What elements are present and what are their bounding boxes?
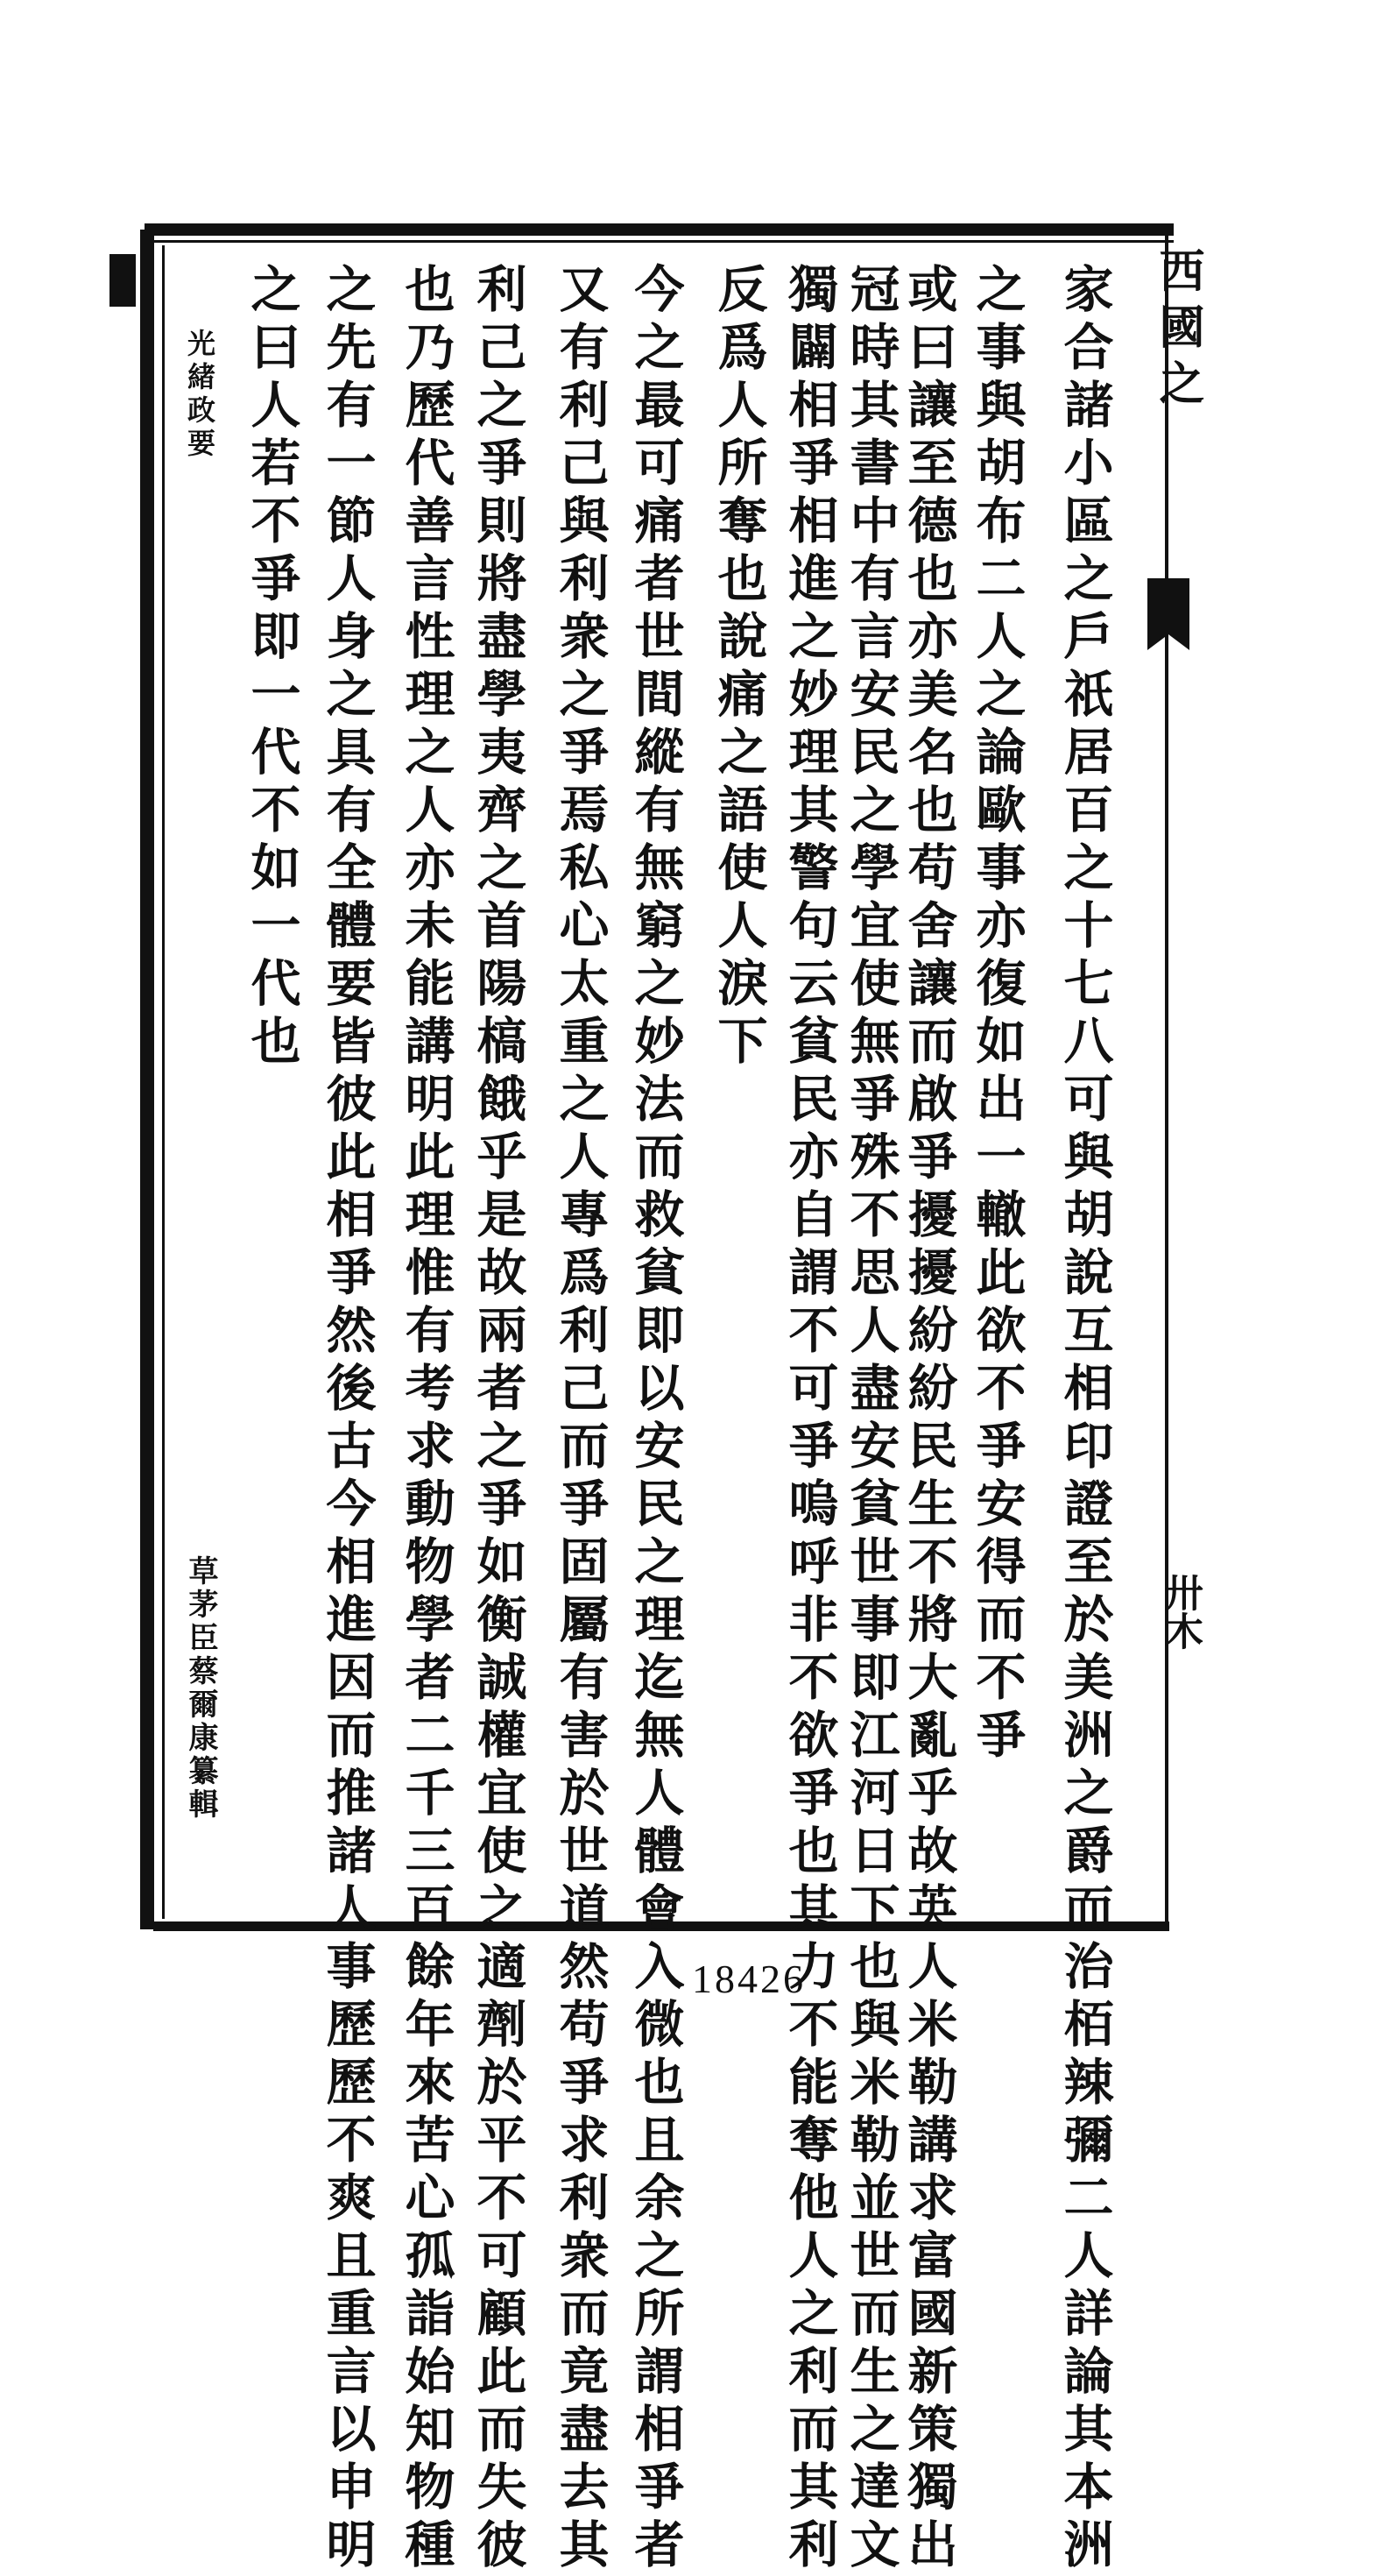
spine-title: 西國之 (1151, 247, 1204, 415)
text-column-5: 獨闢相爭相進之妙理其警句云貧民亦自謂不可爭嗚呼非不欲爭也其力不能奪他人之利而其利 (780, 263, 839, 2576)
text-column-3: 或曰讓至德也亦美名也苟舍讓而啟爭擾擾紛紛民生不將大亂乎故英人米勒講求富國新策獨出 (900, 263, 958, 2576)
fishtail-mark (1147, 578, 1189, 650)
text-column-6: 反爲人所奪也說痛之語使人淚下 (709, 263, 768, 1072)
text-column-10: 也乃歷代善言性理之人亦未能講明此理惟有考求動物學者二千三百餘年來苦心孤詣始知物種 (397, 263, 455, 2576)
text-column-2: 之事與胡布二人之論歐事亦復如出一轍此欲不爭安得而不爭 (968, 263, 1027, 1766)
left-inner-rule (162, 245, 165, 1919)
text-column-4: 冠時其書中有言安民之學宜使無爭殊不思人盡安貧世事即江河日下也與米勒並世而生之達文 (842, 263, 900, 2576)
text-column-11: 之先有一節人身之具有全體要皆彼此相爭然後古今相進因而推諸人事歷歷不爽且重言以申明 (318, 263, 377, 2576)
text-column-7: 今之最可痛者世間縱有無窮之妙法而救貧即以安民之理迄無人體會入微也且余之所謂相爭者 (626, 263, 685, 2576)
top-border-rule (145, 223, 1174, 236)
text-column-9: 利己之爭則將盡學夷齊之首陽槁餓乎是故兩者之爭如衡誠權宜使之適劑於平不可顧此而失彼 (469, 263, 527, 2576)
text-column-8: 又有利己與利衆之爭焉私心太重之人專爲利己而爭固屬有害於世道然苟爭求利衆而竟盡去其 (551, 263, 610, 2576)
editor-credit: 草茅臣蔡爾康纂輯 (183, 1555, 218, 1822)
text-column-12: 之曰人若不爭即一代不如一代也 (243, 263, 301, 1072)
book-title-margin: 光緒政要 (183, 329, 216, 462)
text-column-1: 家合諸小區之戶祇居百之十七八可與胡說互相印證至於美洲之爵而治栢辣彌二人詳論其本洲 (1055, 263, 1114, 2576)
spine-leaf-number: 卅木 (1158, 1573, 1203, 1650)
left-border-rule (140, 230, 154, 1929)
left-edge-mark (109, 254, 136, 307)
page-number: 18426 (692, 1957, 806, 2001)
right-border-rule (1165, 223, 1168, 1928)
top-inner-rule (145, 240, 1174, 243)
